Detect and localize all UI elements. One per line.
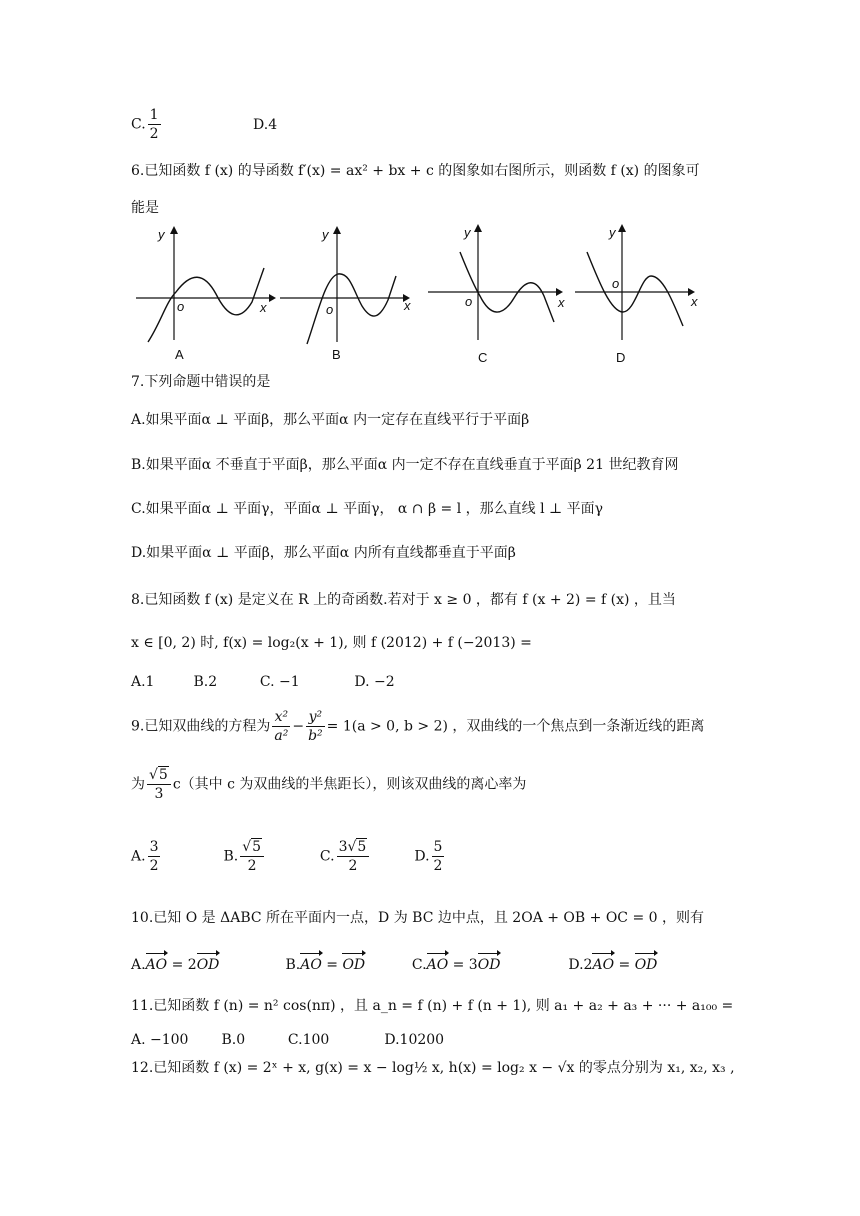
graph-a xyxy=(136,222,276,367)
graph-b-label: B xyxy=(332,347,341,362)
q10-option-c: C.AO = 3OD xyxy=(412,952,564,975)
q11-option-a: A. −100 xyxy=(131,1032,189,1048)
graph-b xyxy=(280,222,420,367)
q8-stem-line1: 8.已知函数 f (x) 是定义在 R 上的奇函数.若对于 x ≥ 0 ，都有 f (x + 2) = f (x) ，且当 xyxy=(131,592,676,608)
graph-c xyxy=(428,222,573,367)
q8-options xyxy=(131,672,395,692)
fraction-denominator: 2 xyxy=(149,126,159,142)
q8-option-a: A.1 xyxy=(131,674,155,690)
graph-c-y-label: y xyxy=(464,225,471,240)
q11-option-d: D.10200 xyxy=(384,1032,445,1048)
q9-fraction-x: $\frac{\text{x²}}{\text{a²}}$ xyxy=(274,709,289,744)
q9-line2-tail: c（其中 c 为双曲线的半焦距长），则该双曲线的离心率为 xyxy=(172,776,527,793)
q7-option-a: A.如果平面α ⊥ 平面β，那么平面α 内一定存在直线平行于平面β xyxy=(131,412,530,428)
graph-c-label: C xyxy=(478,350,488,365)
q9-option-a: A. $\frac{3}{2}$ xyxy=(131,839,159,874)
q11-options xyxy=(131,1030,444,1050)
q10-option-a: A.AO = 2OD xyxy=(131,952,281,975)
graph-c-origin-label: o xyxy=(465,294,473,309)
graph-c-x-label: x xyxy=(558,295,565,310)
q9-options xyxy=(131,838,446,875)
q7-stem: 7.下列命题中错误的是 xyxy=(131,374,271,390)
graph-d-label: D xyxy=(616,350,626,365)
graph-a-y-label: y xyxy=(158,227,165,242)
q10-stem: 10.已知 O 是 ΔABC 所在平面内一点，D 为 BC 边中点，且 2OA + OB + OC = 0 ，则有 xyxy=(131,910,705,926)
q9-distance-fraction: $\frac{√5}{3}$ xyxy=(147,766,171,803)
q6-stem-line2: 能是 xyxy=(131,200,159,216)
q9-stem-line2 xyxy=(131,766,526,803)
q7-option-c: C.如果平面α ⊥ 平面γ，平面α ⊥ 平面γ， α ∩ β = l ，那么直线 l ⊥ 平面γ xyxy=(131,501,603,517)
q11-option-b: B.0 xyxy=(221,1032,246,1048)
graph-b-y-label: y xyxy=(322,227,329,242)
q9-option-b: B. $\frac{√5}{2}$ xyxy=(223,838,315,875)
q9-fraction-y: $\frac{\text{y²}}{\text{b²}}$ xyxy=(308,709,323,744)
graph-b-origin-label: o xyxy=(326,302,334,317)
q12-stem: 12.已知函数 f (x) = 2ˣ + x, g(x) = x − log½ x, h(x) = log₂ x − √x 的零点分别为 x₁, x₂, x₃ , xyxy=(131,1060,735,1076)
q10-option-d: D.2AO = OD xyxy=(568,952,657,975)
q8-stem-line2: x ∈ [0, 2) 时, f(x) = log₂(x + 1), 则 f (2012) + f (−2013) = xyxy=(131,635,532,651)
q6-stem-line1: 6.已知函数 f (x) 的导函数 f′(x) = ax² + bx + c 的图象如右图所示，则函数 f (x) 的图象可 xyxy=(131,163,700,179)
graph-a-origin-label: o xyxy=(177,299,185,314)
graph-c-svg xyxy=(428,222,573,367)
q9-option-c: C. $\frac{3√5}{2}$ xyxy=(320,838,410,875)
fraction-numerator: 1 xyxy=(149,107,159,123)
graph-d-svg xyxy=(575,222,705,367)
graph-d-x-label: x xyxy=(691,294,698,309)
q8-option-b: B.2 xyxy=(193,674,218,690)
q7-option-d: D.如果平面α ⊥ 平面β，那么平面α 内所有直线都垂直于平面β xyxy=(131,545,516,561)
graph-d xyxy=(575,222,705,367)
q10-option-b: B.AO = OD xyxy=(285,952,407,975)
q9-stem-tail: = 1(a > 0, b > 2) ，双曲线的一个焦点到一条渐近线的距离 xyxy=(326,718,705,735)
graph-d-origin-label: o xyxy=(612,276,620,291)
q10-options xyxy=(131,952,657,975)
q5-option-c-fraction xyxy=(148,106,161,143)
q5-option-c-label: C. xyxy=(131,116,146,133)
graph-a-x-label: x xyxy=(260,300,267,315)
q7-option-b: B.如果平面α 不垂直于平面β，那么平面α 内一定不存在直线垂直于平面β 21 世纪教育网 xyxy=(131,457,679,473)
q11-option-c: C.100 xyxy=(287,1032,330,1048)
q5-options xyxy=(131,106,277,143)
q5-option-c xyxy=(131,106,163,143)
q9-line2-prefix: 为 xyxy=(131,776,145,793)
graph-a-svg xyxy=(136,222,276,367)
q9-stem-prefix: 9.已知双曲线的方程为 xyxy=(131,718,271,735)
q8-option-d: D. −2 xyxy=(354,674,395,690)
graph-a-label: A xyxy=(175,347,184,362)
graph-d-y-label: y xyxy=(609,225,616,240)
q9-option-d: D. $\frac{5}{2}$ xyxy=(414,839,443,874)
graph-b-x-label: x xyxy=(404,298,411,313)
q8-option-c: C. −1 xyxy=(259,674,300,690)
q9-stem-line1: 9.已知双曲线的方程为 $\frac{\text{x²}}{\text{a²}}$ − $\frac{\text{y²}}{\text{b²}}$ = 1(a > 0, b > 2) ，双曲线的一个焦点到一条渐近线的距离 xyxy=(131,709,705,744)
graph-b-svg xyxy=(280,222,420,367)
q11-stem: 11.已知函数 f (n) = n² cos(nπ) ，且 a_n = f (n) + f (n + 1), 则 a₁ + a₂ + a₃ + ··· + a₁₀₀ = xyxy=(131,998,734,1014)
q5-option-d: D.4 xyxy=(253,116,278,133)
